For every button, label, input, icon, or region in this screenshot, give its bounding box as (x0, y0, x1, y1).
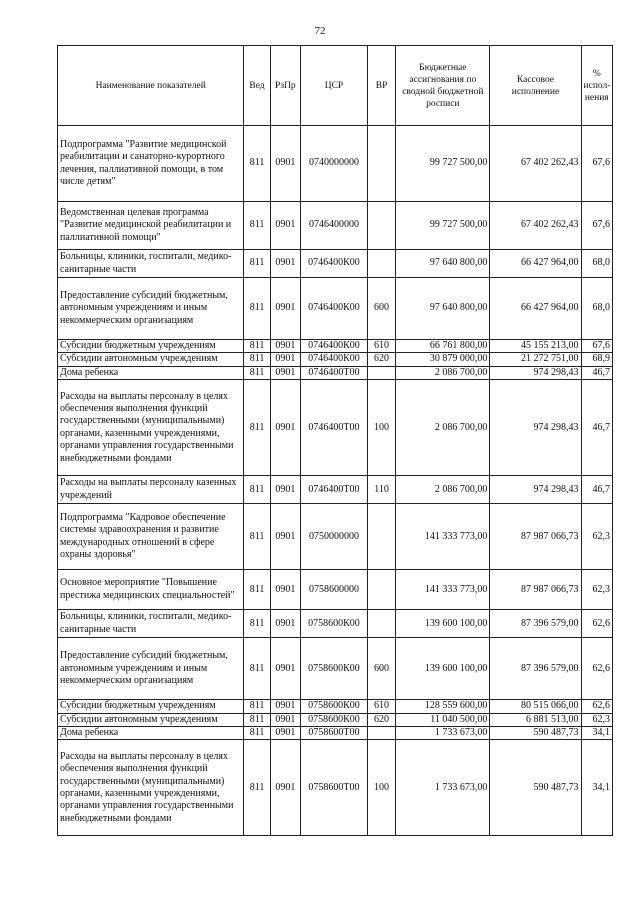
row-vr (367, 504, 395, 570)
table-row (58, 380, 613, 476)
row-vr (367, 610, 395, 638)
row-pct: 62,3 (581, 504, 612, 570)
row-plan: 30 879 000,00 (396, 353, 490, 366)
row-ved: 811 (244, 570, 270, 610)
row-rzpr: 0901 (270, 700, 300, 713)
row-rzpr: 0901 (270, 202, 300, 250)
row-vr (367, 202, 395, 250)
row-plan: 2 086 700,00 (396, 476, 490, 504)
row-rzpr: 0901 (270, 570, 300, 610)
row-ved: 811 (244, 700, 270, 713)
row-vr (367, 570, 395, 610)
table-row (58, 366, 613, 379)
row-fact: 45 155 213,00 (490, 340, 581, 353)
row-csr: 0740000000 (301, 126, 368, 202)
row-ved: 811 (244, 740, 270, 836)
row-pct: 67,6 (581, 126, 612, 202)
row-ved: 811 (244, 380, 270, 476)
row-vr: 600 (367, 638, 395, 700)
table-row (58, 126, 613, 202)
row-fact: 590 487,73 (490, 740, 581, 836)
row-plan: 97 640 800,00 (396, 250, 490, 278)
table-row (58, 202, 613, 250)
row-fact: 974 298,43 (490, 476, 581, 504)
row-vr: 100 (367, 740, 395, 836)
row-rzpr: 0901 (270, 340, 300, 353)
row-plan: 141 333 773,00 (396, 504, 490, 570)
row-vr: 110 (367, 476, 395, 504)
row-vr: 620 (367, 713, 395, 726)
row-ved: 811 (244, 610, 270, 638)
row-ved: 811 (244, 353, 270, 366)
row-rzpr: 0901 (270, 250, 300, 278)
row-ved: 811 (244, 476, 270, 504)
row-plan: 97 640 800,00 (396, 278, 490, 340)
row-name: Подпрограмма "Развитие медицинской реабилитации и санаторно-курортного лечения, паллиативной помощи, в том числе детям" (58, 126, 244, 202)
row-rzpr: 0901 (270, 638, 300, 700)
row-name: Предоставление субсидий бюджетным, автономным учреждениям и иным некоммерческим организациям (58, 638, 244, 700)
row-fact: 87 987 066,73 (490, 504, 581, 570)
row-plan: 2 086 700,00 (396, 366, 490, 379)
row-pct: 68,0 (581, 250, 612, 278)
row-csr: 0758600К00 (301, 610, 368, 638)
row-csr: 0746400Т00 (301, 476, 368, 504)
row-ved: 811 (244, 504, 270, 570)
row-ved: 811 (244, 278, 270, 340)
row-vr (367, 366, 395, 379)
row-name: Дома ребенка (58, 366, 244, 379)
table-row (58, 610, 613, 638)
row-name: Подпрограмма "Кадровое обеспечение системы здравоохранения и развитие международных отношений в сфере охраны здоровья" (58, 504, 244, 570)
table-row (58, 250, 613, 278)
row-fact: 80 515 066,00 (490, 700, 581, 713)
budget-table (57, 45, 613, 836)
row-rzpr: 0901 (270, 610, 300, 638)
row-pct: 67,6 (581, 340, 612, 353)
row-pct: 46,7 (581, 366, 612, 379)
row-ved: 811 (244, 727, 270, 740)
row-csr: 0758600Т00 (301, 727, 368, 740)
table-row (58, 570, 613, 610)
row-vr (367, 250, 395, 278)
row-csr: 0758600К00 (301, 638, 368, 700)
row-fact: 66 427 964,00 (490, 250, 581, 278)
table-row (58, 727, 613, 740)
table-row (58, 700, 613, 713)
header-rzpr: РзПр (270, 46, 300, 126)
row-ved: 811 (244, 638, 270, 700)
row-rzpr: 0901 (270, 126, 300, 202)
row-fact: 87 396 579,00 (490, 638, 581, 700)
row-name: Субсидии автономным учреждениям (58, 713, 244, 726)
row-vr: 610 (367, 340, 395, 353)
row-pct: 68,9 (581, 353, 612, 366)
row-csr: 0746400К00 (301, 340, 368, 353)
row-rzpr: 0901 (270, 740, 300, 836)
row-pct: 62,6 (581, 638, 612, 700)
row-csr: 0750000000 (301, 504, 368, 570)
row-pct: 62,6 (581, 610, 612, 638)
table-row (58, 476, 613, 504)
row-pct: 62,3 (581, 713, 612, 726)
row-plan: 139 600 100,00 (396, 638, 490, 700)
row-plan: 1 733 673,00 (396, 727, 490, 740)
row-name: Субсидии бюджетным учреждениям (58, 700, 244, 713)
row-name: Расходы на выплаты персоналу казенных учреждений (58, 476, 244, 504)
row-name: Расходы на выплаты персоналу в целях обеспечения выполнения функций государственными (муниципальными) органами, казенными учреждениями, органами управления государственными внебюджетными фондами (58, 740, 244, 836)
row-name: Основное мероприятие "Повышение престижа медицинских специальностей" (58, 570, 244, 610)
row-name: Дома ребенка (58, 727, 244, 740)
table-row (58, 278, 613, 340)
header-csr: ЦСР (301, 46, 368, 126)
row-name: Ведомственная целевая программа "Развитие медицинской реабилитации и паллиативной помощи" (58, 202, 244, 250)
header-ved: Вед (244, 46, 270, 126)
row-plan: 128 559 600,00 (396, 700, 490, 713)
header-pct: % испол-нения (581, 46, 612, 126)
row-csr: 0746400К00 (301, 278, 368, 340)
row-plan: 139 600 100,00 (396, 610, 490, 638)
row-csr: 0746400К00 (301, 353, 368, 366)
row-pct: 62,6 (581, 700, 612, 713)
row-pct: 62,3 (581, 570, 612, 610)
row-fact: 974 298,43 (490, 366, 581, 379)
table-row (58, 713, 613, 726)
row-rzpr: 0901 (270, 380, 300, 476)
row-fact: 974 298,43 (490, 380, 581, 476)
header-plan: Бюджетные ассигнования по сводной бюджетной росписи (396, 46, 490, 126)
row-csr: 0746400К00 (301, 250, 368, 278)
row-pct: 67,6 (581, 202, 612, 250)
row-csr: 0758600К00 (301, 700, 368, 713)
row-csr: 0746400000 (301, 202, 368, 250)
table-row (58, 340, 613, 353)
row-vr: 620 (367, 353, 395, 366)
row-name: Расходы на выплаты персоналу в целях обеспечения выполнения функций государственными (муниципальными) органами, казенными учреждениями, органами управления государственными внебюджетными фондами (58, 380, 244, 476)
row-rzpr: 0901 (270, 476, 300, 504)
row-csr: 0758600000 (301, 570, 368, 610)
table-row (58, 353, 613, 366)
row-plan: 99 727 500,00 (396, 202, 490, 250)
row-fact: 590 487,73 (490, 727, 581, 740)
row-vr: 100 (367, 380, 395, 476)
row-fact: 87 396 579,00 (490, 610, 581, 638)
row-name: Больницы, клиники, госпитали, медико-санитарные части (58, 250, 244, 278)
row-ved: 811 (244, 366, 270, 379)
row-ved: 811 (244, 126, 270, 202)
row-name: Субсидии бюджетным учреждениям (58, 340, 244, 353)
row-rzpr: 0901 (270, 353, 300, 366)
page-number: 72 (314, 25, 326, 37)
row-pct: 34,1 (581, 740, 612, 836)
row-csr: 0746400Т00 (301, 380, 368, 476)
row-name: Субсидии автономным учреждениям (58, 353, 244, 366)
table-row (58, 740, 613, 836)
row-rzpr: 0901 (270, 727, 300, 740)
row-rzpr: 0901 (270, 713, 300, 726)
row-rzpr: 0901 (270, 278, 300, 340)
row-ved: 811 (244, 202, 270, 250)
header-name: Наименование показателей (58, 46, 244, 126)
row-vr (367, 727, 395, 740)
row-vr: 610 (367, 700, 395, 713)
row-plan: 66 761 800,00 (396, 340, 490, 353)
row-ved: 811 (244, 713, 270, 726)
row-fact: 21 272 751,00 (490, 353, 581, 366)
row-ved: 811 (244, 250, 270, 278)
row-pct: 34,1 (581, 727, 612, 740)
header-fact: Кассовое исполнение (490, 46, 581, 126)
row-ved: 811 (244, 340, 270, 353)
row-fact: 66 427 964,00 (490, 278, 581, 340)
row-csr: 0758600Т00 (301, 740, 368, 836)
table-header-row (58, 46, 613, 126)
row-plan: 2 086 700,00 (396, 380, 490, 476)
row-plan: 11 040 500,00 (396, 713, 490, 726)
row-pct: 68,0 (581, 278, 612, 340)
row-rzpr: 0901 (270, 366, 300, 379)
row-csr: 0758600К00 (301, 713, 368, 726)
row-name: Больницы, клиники, госпитали, медико-санитарные части (58, 610, 244, 638)
header-vr: ВР (367, 46, 395, 126)
row-fact: 67 402 262,43 (490, 202, 581, 250)
row-plan: 1 733 673,00 (396, 740, 490, 836)
table-row (58, 638, 613, 700)
row-vr: 600 (367, 278, 395, 340)
row-pct: 46,7 (581, 380, 612, 476)
row-pct: 46,7 (581, 476, 612, 504)
row-plan: 141 333 773,00 (396, 570, 490, 610)
row-fact: 67 402 262,43 (490, 126, 581, 202)
table-row (58, 504, 613, 570)
row-fact: 87 987 066,73 (490, 570, 581, 610)
row-plan: 99 727 500,00 (396, 126, 490, 202)
row-rzpr: 0901 (270, 504, 300, 570)
row-csr: 0746400Т00 (301, 366, 368, 379)
row-vr (367, 126, 395, 202)
row-name: Предоставление субсидий бюджетным, автономным учреждениям и иным некоммерческим организациям (58, 278, 244, 340)
row-fact: 6 881 513,00 (490, 713, 581, 726)
